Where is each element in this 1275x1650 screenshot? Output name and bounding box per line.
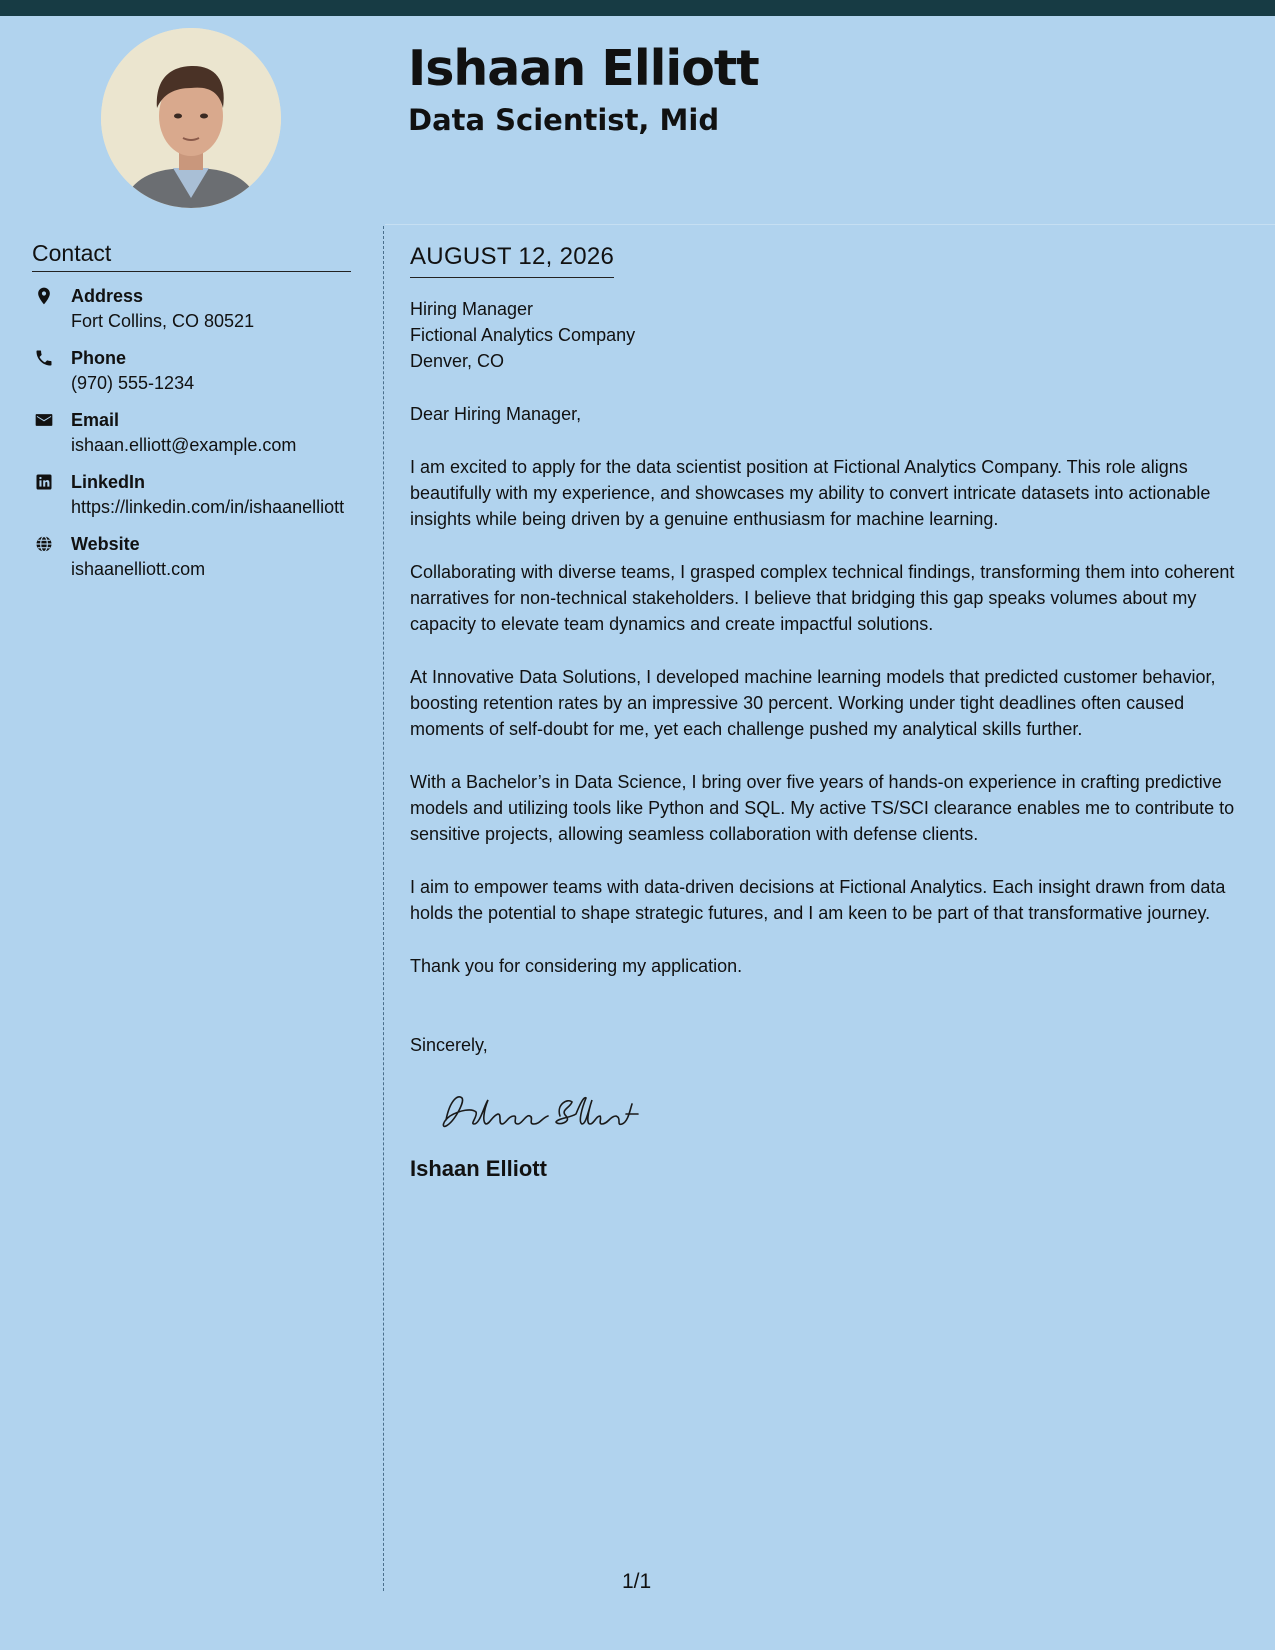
- applicant-name: Ishaan Elliott: [408, 40, 759, 97]
- recipient-block: [410, 296, 1255, 374]
- signer-name: Ishaan Elliott: [410, 1156, 547, 1181]
- handwritten-signature: [432, 1086, 652, 1134]
- contact-heading: Contact: [32, 240, 351, 272]
- letter-paragraph: Thank you for considering my application.: [410, 956, 743, 976]
- contact-value: ishaan.elliott@example.com: [71, 435, 297, 455]
- signature-image: [432, 1086, 652, 1134]
- contact-value: (970) 555-1234: [71, 373, 195, 393]
- website-link[interactable]: ishaanelliott.com: [71, 559, 206, 579]
- letter-paragraph: At Innovative Data Solutions, I developed machine learning models that predicted customer behavior, boosting retention rates by an impressive 30 percent. Working under tight deadlines often caused moments of self-doubt for me, yet each challenge pushed my analytical skills further.: [410, 667, 1216, 739]
- top-accent-bar: [0, 0, 1275, 16]
- letter-date: AUGUST 12, 2026: [410, 243, 614, 278]
- globe-icon: [34, 534, 54, 554]
- contact-item-address: [32, 284, 351, 334]
- contact-sidebar: [32, 240, 351, 582]
- contact-item-phone: [32, 346, 351, 396]
- profile-photo-image: [101, 28, 281, 208]
- letter-body: [410, 240, 1255, 1182]
- contact-item-email: [32, 408, 351, 458]
- contact-item-linkedin: [32, 470, 351, 520]
- contact-item-website: [32, 532, 351, 582]
- letter-paragraph: With a Bachelor’s in Data Science, I bring over five years of hands-on experience in crafting predictive models and utilizing tools like Python and SQL. My active TS/SCI clearance enables me to contribute to sensitive projects, allowing seamless collaboration with defense clients.: [410, 772, 1235, 844]
- envelope-icon: [34, 410, 54, 430]
- letter-paragraph: Collaborating with diverse teams, I grasped complex technical findings, transforming them into coherent narratives for non-technical stakeholders. I believe that bridging this gap speaks volumes about my capacity to elevate team dynamics and create impactful solutions.: [410, 562, 1235, 634]
- letter-paragraph: I am excited to apply for the data scientist position at Fictional Analytics Company. This role aligns beautifully with my experience, and showcases my ability to convert intricate datasets into actionable insights while being driven by a genuine enthusiasm for machine learning.: [410, 457, 1211, 529]
- recipient-line: Denver, CO: [410, 351, 505, 371]
- header-divider: [385, 224, 1275, 225]
- profile-photo: [101, 28, 281, 208]
- contact-label: Website: [71, 534, 140, 554]
- contact-label: LinkedIn: [71, 472, 146, 492]
- recipient-line: Fictional Analytics Company: [410, 325, 636, 345]
- recipient-line: Hiring Manager: [410, 299, 534, 319]
- map-pin-icon: [34, 286, 54, 306]
- salutation: Dear Hiring Manager,: [410, 404, 582, 424]
- page-number: 1/1: [622, 1570, 652, 1593]
- linkedin-link[interactable]: https://linkedin.com/in/ishaanelliott: [71, 497, 345, 517]
- contact-label: Phone: [71, 348, 127, 368]
- contact-label: Address: [71, 286, 144, 306]
- contact-label: Email: [71, 410, 120, 430]
- column-divider: [383, 226, 384, 1591]
- linkedin-icon: [34, 472, 54, 492]
- closing: Sincerely,: [410, 1035, 488, 1055]
- contact-value: Fort Collins, CO 80521: [71, 311, 255, 331]
- applicant-title: Data Scientist, Mid: [408, 103, 720, 137]
- letter-paragraph: I aim to empower teams with data-driven decisions at Fictional Analytics. Each insight drawn from data holds the potential to shape strategic futures, and I am keen to be part of that transformative journey.: [410, 877, 1226, 923]
- phone-icon: [34, 348, 54, 368]
